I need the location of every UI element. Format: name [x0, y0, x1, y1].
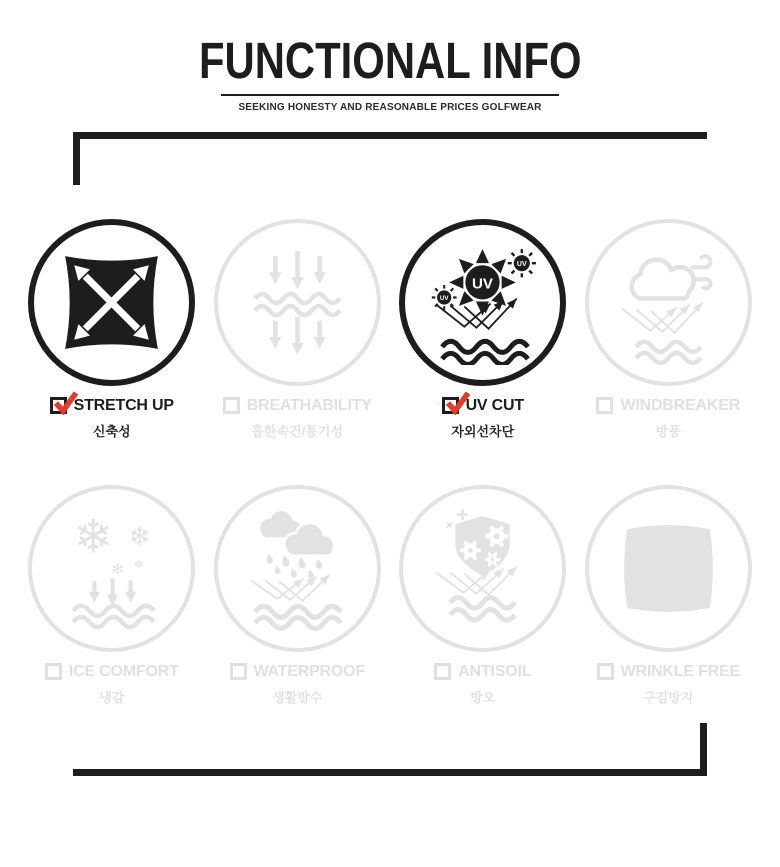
waterproof-circle: [214, 485, 381, 652]
svg-text:UV: UV: [472, 275, 494, 293]
red-check-icon: [444, 390, 471, 415]
feature-uv-cut: [390, 219, 575, 440]
feature-sublabel: 신축성: [92, 424, 131, 439]
shield-germs-icon: [420, 506, 545, 631]
top-bracket-horizontal: [73, 132, 707, 139]
checkbox-checked: [50, 397, 67, 414]
feature-sublabel: 냉감: [99, 690, 125, 705]
feature-label: STRETCH UP: [73, 396, 174, 414]
checkbox-unchecked: [223, 397, 240, 414]
snowflakes-icon: [49, 506, 174, 631]
header: [0, 34, 780, 113]
bottom-bracket-vertical: [700, 723, 707, 776]
feature-label: WRINKLE FREE: [620, 662, 740, 680]
feature-waterproof: [205, 485, 390, 706]
rain-clouds-icon: [235, 506, 360, 631]
svg-text:❄: ❄: [74, 509, 114, 564]
windbreaker-circle: [585, 219, 752, 386]
checkbox-unchecked: [434, 663, 451, 680]
feature-sublabel: 자외선차단: [451, 424, 515, 439]
raindrops: [265, 553, 323, 579]
feature-stretch-up: [19, 219, 204, 440]
svg-text:UV: UV: [517, 260, 527, 268]
checkbox-unchecked: [596, 397, 613, 414]
feature-label: WATERPROOF: [253, 662, 365, 680]
uv-sun-reflection-icon: [420, 240, 545, 365]
small-uv-sun-right: [508, 249, 536, 277]
cloud-wind-icon: [606, 240, 731, 365]
uv-cut-circle: [399, 219, 566, 386]
feature-sublabel: 방오: [470, 690, 496, 705]
svg-text:❄: ❄: [111, 559, 125, 579]
feature-breathability: [205, 219, 390, 440]
feature-antisoil: [390, 485, 575, 706]
checkbox-unchecked: [230, 663, 247, 680]
checkbox-unchecked: [45, 663, 62, 680]
page-title: FUNCTIONAL INFO: [198, 32, 582, 89]
feature-sublabel: 흡한속건/통기성: [251, 424, 344, 439]
feature-sublabel: 방풍: [655, 424, 681, 439]
small-uv-sun-left: [432, 285, 457, 310]
feature-label: BREATHABILITY: [246, 396, 372, 414]
title-underline: [221, 94, 559, 96]
feature-wrinkle-free: [576, 485, 761, 706]
feature-label: ICE COMFORT: [68, 662, 179, 680]
checkbox-checked: [442, 397, 459, 414]
bottom-bracket-horizontal: [73, 769, 707, 776]
stretch-up-circle: [28, 219, 195, 386]
fabric-square-icon: [606, 506, 731, 631]
feature-sublabel: 구김방지: [643, 690, 694, 705]
checkbox-unchecked: [597, 663, 614, 680]
breathability-circle: [214, 219, 381, 386]
feature-grid: [19, 219, 761, 706]
svg-text:❄: ❄: [128, 522, 151, 553]
antisoil-circle: [399, 485, 566, 652]
feature-windbreaker: [576, 219, 761, 440]
feature-label: WINDBREAKER: [620, 396, 741, 414]
svg-text:UV: UV: [440, 294, 449, 302]
stretch-arrows-icon: [49, 240, 174, 365]
feature-label: UV CUT: [465, 396, 524, 414]
airflow-waves-icon: [235, 240, 360, 365]
red-check-icon: [52, 390, 79, 415]
feature-sublabel: 생활방수: [272, 690, 323, 705]
ice-comfort-circle: [28, 485, 195, 652]
wrinkle-free-circle: [585, 485, 752, 652]
svg-text:❄: ❄: [133, 557, 145, 572]
page-subtitle: SEEKING HONESTY AND REASONABLE PRICES GOLFWEAR: [238, 101, 542, 113]
top-bracket-vertical: [73, 132, 80, 185]
feature-ice-comfort: [19, 485, 204, 706]
feature-label: ANTISOIL: [458, 662, 532, 680]
